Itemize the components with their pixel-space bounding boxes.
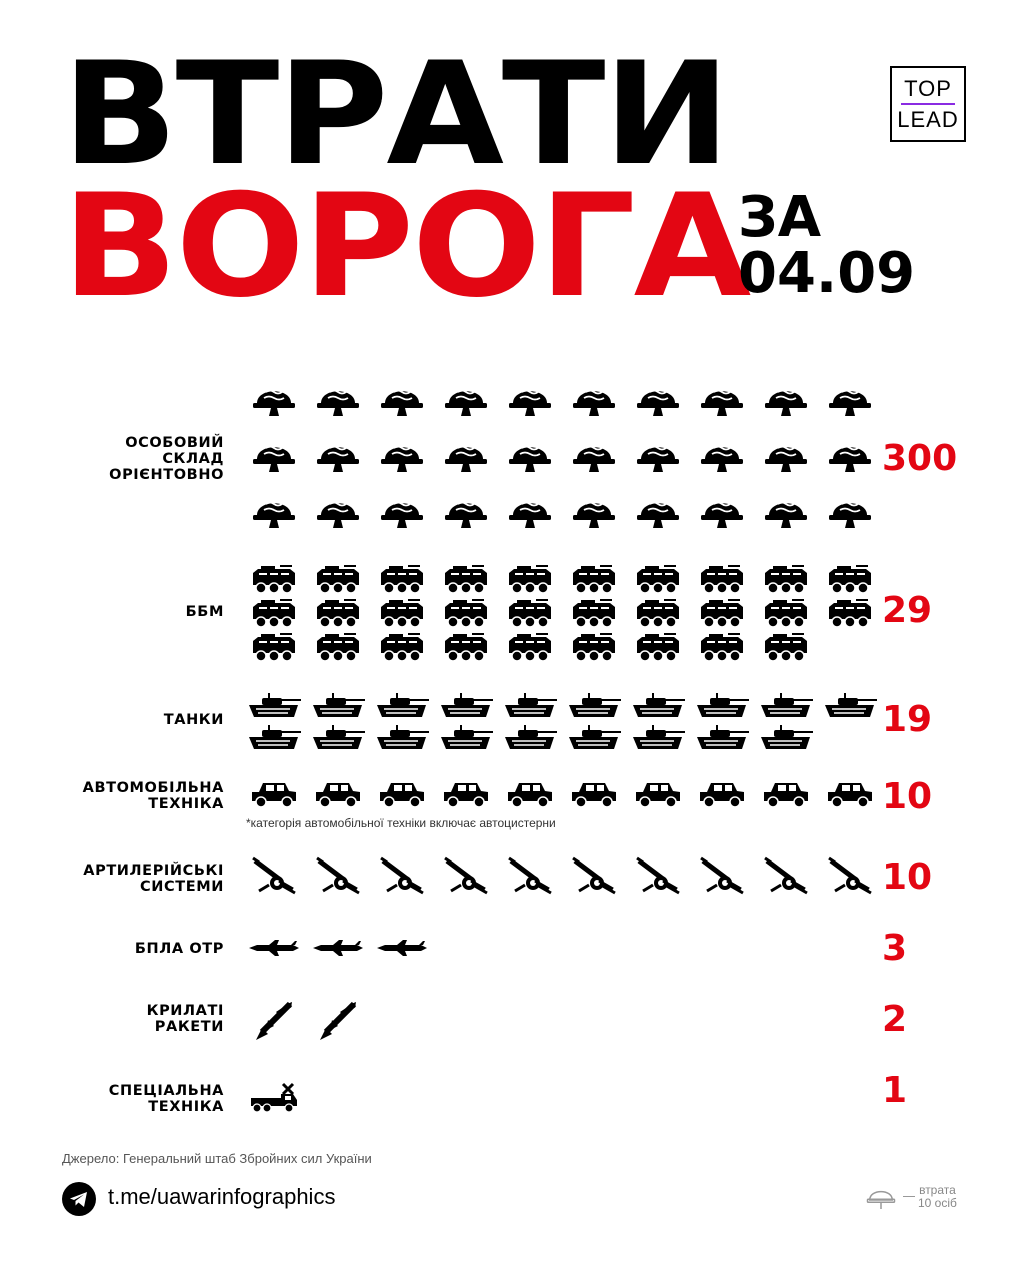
helmet-icon — [764, 434, 808, 478]
value-personnel: 300 — [882, 438, 958, 479]
tank-icon — [374, 690, 430, 720]
tank-icon — [758, 690, 814, 720]
helmet-icon — [764, 490, 808, 534]
helmet-icon — [572, 378, 616, 422]
helmet-icon — [508, 378, 552, 422]
tank-icon — [502, 722, 558, 752]
car-icon — [377, 780, 427, 808]
source-text: Джерело: Генеральний штаб Збройних сил України — [62, 1151, 372, 1166]
tank-icon — [246, 690, 302, 720]
armored-vehicle-icon — [762, 598, 810, 628]
helmet-icon — [316, 490, 360, 534]
helmet-icon — [636, 434, 680, 478]
missile-icon — [316, 1000, 360, 1044]
label-bbm: ББМ — [185, 604, 224, 620]
armored-vehicle-icon — [442, 564, 490, 594]
drone-icon — [247, 940, 301, 956]
value-missiles: 2 — [882, 999, 908, 1040]
helmet-icon — [636, 490, 680, 534]
armored-vehicle-icon — [506, 598, 554, 628]
missile-icon — [252, 1000, 296, 1044]
helmet-icon — [700, 378, 744, 422]
artillery-icon — [827, 855, 873, 895]
armored-vehicle-icon — [250, 598, 298, 628]
special-vehicle-icon — [249, 1082, 299, 1116]
helmet-icon — [252, 490, 296, 534]
helmet-icon — [380, 378, 424, 422]
title-line-1: ВТРАТИ — [62, 32, 729, 197]
helmet-icon — [572, 434, 616, 478]
tank-icon — [630, 722, 686, 752]
tank-icon — [822, 690, 878, 720]
label-vehicles: АВТОМОБІЛЬНА ТЕХНІКА — [82, 780, 224, 812]
car-icon — [697, 780, 747, 808]
legend-text: втрата 10 осіб — [918, 1183, 957, 1210]
artillery-icon — [379, 855, 425, 895]
tank-icon — [566, 690, 622, 720]
armored-vehicle-icon — [314, 632, 362, 662]
artillery-icon — [315, 855, 361, 895]
armored-vehicle-icon — [442, 632, 490, 662]
vehicle-category-note: *категорія автомобільної техніки включає автоцистерни — [246, 816, 556, 830]
label-artillery: АРТИЛЕРІЙСЬКІ СИСТЕМИ — [83, 863, 224, 895]
title-line-2: ВОРОГА — [62, 164, 750, 329]
armored-vehicle-icon — [634, 598, 682, 628]
legend-dash — [903, 1196, 915, 1197]
armored-vehicle-icon — [378, 598, 426, 628]
armored-vehicle-icon — [442, 598, 490, 628]
armored-vehicle-icon — [506, 564, 554, 594]
label-special: СПЕЦІАЛЬНА ТЕХНІКА — [108, 1083, 224, 1115]
label-personnel: ОСОБОВИЙ СКЛАД ОРІЄНТОВНО — [109, 435, 224, 483]
helmet-icon — [252, 434, 296, 478]
armored-vehicle-icon — [698, 564, 746, 594]
value-vehicles: 10 — [882, 776, 933, 817]
helmet-icon — [380, 490, 424, 534]
armored-vehicle-icon — [762, 632, 810, 662]
car-icon — [633, 780, 683, 808]
telegram-link[interactable]: t.me/uawarinfographics — [108, 1184, 336, 1209]
tank-icon — [566, 722, 622, 752]
drone-icon — [375, 940, 429, 956]
armored-vehicle-icon — [634, 564, 682, 594]
artillery-icon — [507, 855, 553, 895]
car-icon — [441, 780, 491, 808]
label-tanks: ТАНКИ — [163, 712, 224, 728]
armored-vehicle-icon — [570, 632, 618, 662]
helmet-icon — [316, 378, 360, 422]
helmet-icon — [828, 490, 872, 534]
tank-icon — [758, 722, 814, 752]
logo-divider — [901, 103, 955, 105]
logo-top-text: TOP — [904, 75, 952, 101]
car-icon — [505, 780, 555, 808]
helmet-icon — [252, 378, 296, 422]
value-artillery: 10 — [882, 857, 933, 898]
toplead-logo — [890, 66, 966, 142]
tank-icon — [246, 722, 302, 752]
value-tanks: 19 — [882, 699, 933, 740]
legend-helmet-icon — [866, 1182, 896, 1216]
helmet-icon — [828, 434, 872, 478]
armored-vehicle-icon — [378, 632, 426, 662]
artillery-icon — [571, 855, 617, 895]
armored-vehicle-icon — [826, 598, 874, 628]
armored-vehicle-icon — [314, 598, 362, 628]
tank-icon — [694, 722, 750, 752]
label-missiles: КРИЛАТІ РАКЕТИ — [146, 1003, 224, 1035]
armored-vehicle-icon — [506, 632, 554, 662]
artillery-icon — [251, 855, 297, 895]
value-bbm: 29 — [882, 590, 933, 631]
value-special: 1 — [882, 1070, 908, 1111]
car-icon — [761, 780, 811, 808]
tank-icon — [630, 690, 686, 720]
armored-vehicle-icon — [698, 632, 746, 662]
armored-vehicle-icon — [826, 564, 874, 594]
armored-vehicle-icon — [250, 632, 298, 662]
artillery-icon — [635, 855, 681, 895]
helmet-icon — [572, 490, 616, 534]
car-icon — [249, 780, 299, 808]
telegram-icon[interactable] — [62, 1182, 96, 1216]
car-icon — [313, 780, 363, 808]
helmet-icon — [444, 490, 488, 534]
helmet-icon — [444, 434, 488, 478]
artillery-icon — [443, 855, 489, 895]
tank-icon — [310, 690, 366, 720]
helmet-icon — [444, 378, 488, 422]
helmet-icon — [636, 378, 680, 422]
date-prefix: ЗА — [738, 185, 822, 250]
tank-icon — [502, 690, 558, 720]
armored-vehicle-icon — [570, 564, 618, 594]
car-icon — [825, 780, 875, 808]
helmet-icon — [764, 378, 808, 422]
date: 04.09 — [738, 241, 916, 306]
label-drones: БПЛА ОТР — [134, 941, 224, 957]
drone-icon — [311, 940, 365, 956]
helmet-icon — [508, 434, 552, 478]
artillery-icon — [763, 855, 809, 895]
value-drones: 3 — [882, 928, 908, 969]
helmet-icon — [700, 434, 744, 478]
armored-vehicle-icon — [378, 564, 426, 594]
helmet-icon — [508, 490, 552, 534]
armored-vehicle-icon — [570, 598, 618, 628]
tank-icon — [694, 690, 750, 720]
helmet-icon — [316, 434, 360, 478]
helmet-icon — [700, 490, 744, 534]
tank-icon — [374, 722, 430, 752]
armored-vehicle-icon — [698, 598, 746, 628]
tank-icon — [310, 722, 366, 752]
helmet-icon — [828, 378, 872, 422]
artillery-icon — [699, 855, 745, 895]
armored-vehicle-icon — [634, 632, 682, 662]
logo-bottom-text: LEAD — [897, 107, 959, 132]
car-icon — [569, 780, 619, 808]
tank-icon — [438, 722, 494, 752]
helmet-icon — [380, 434, 424, 478]
armored-vehicle-icon — [250, 564, 298, 594]
tank-icon — [438, 690, 494, 720]
armored-vehicle-icon — [762, 564, 810, 594]
armored-vehicle-icon — [314, 564, 362, 594]
